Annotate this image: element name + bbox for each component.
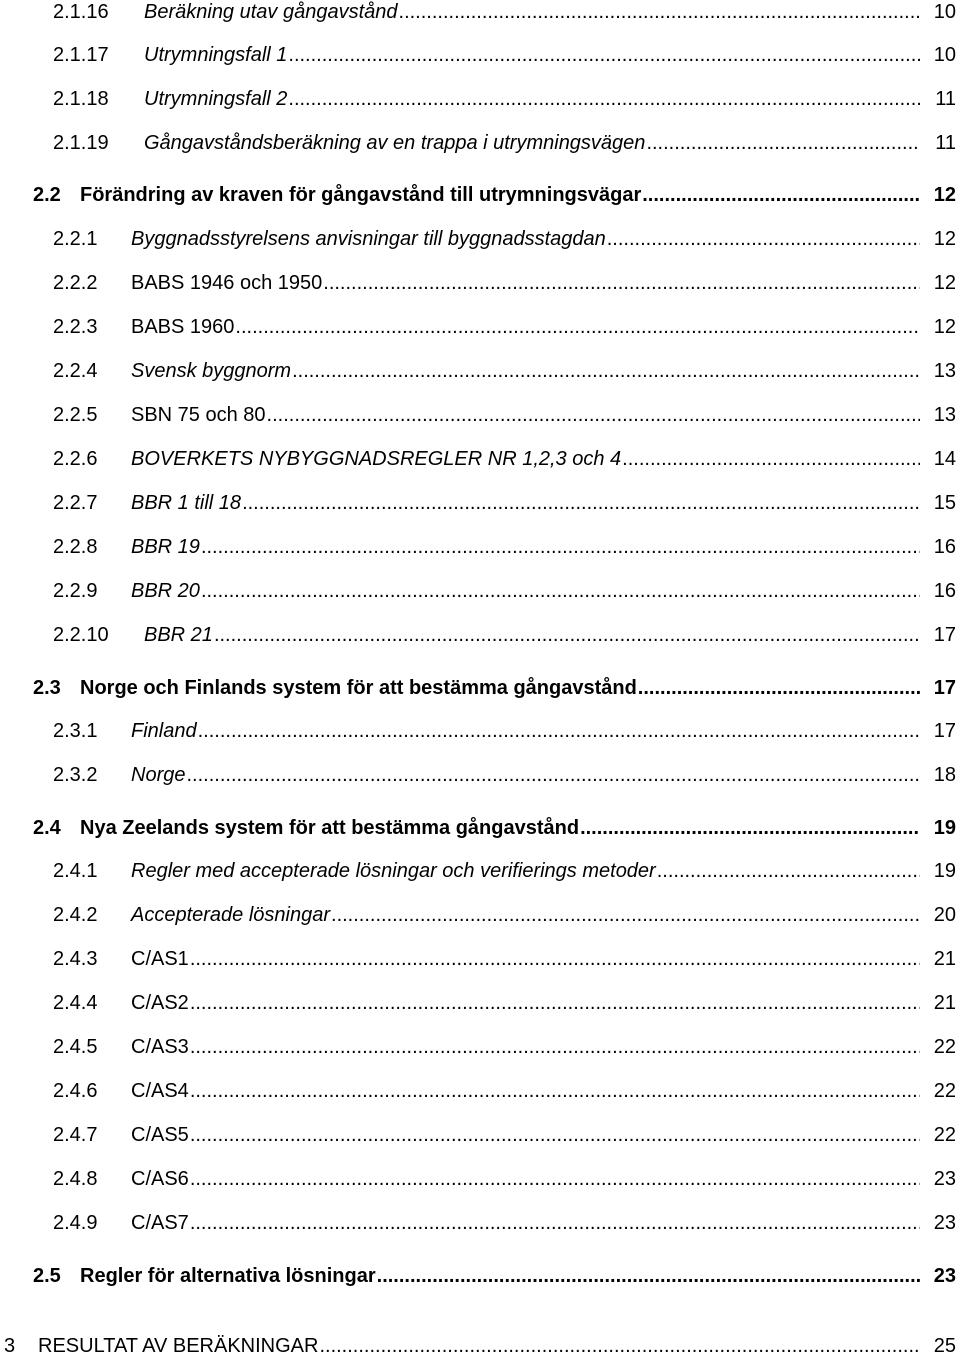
toc-entry-number: 2.2.8 <box>53 536 98 558</box>
toc-dot-leader <box>201 576 920 606</box>
toc-entry-number: 2.2.10 <box>53 624 109 646</box>
toc-entry-title: C/AS7 <box>131 1208 189 1238</box>
toc-entry-number: 2.2.9 <box>53 580 98 602</box>
toc-dot-leader <box>190 1120 920 1150</box>
toc-entry[interactable] <box>0 444 960 474</box>
toc-entry-title: C/AS4 <box>131 1076 189 1106</box>
toc-entry[interactable] <box>0 944 960 974</box>
toc-entry[interactable] <box>0 1208 960 1238</box>
toc-entry-page: 16 <box>933 580 956 602</box>
toc-section-number: 2.5 <box>33 1265 61 1287</box>
toc-entry[interactable] <box>0 760 960 790</box>
toc-entry-page: 13 <box>933 404 956 426</box>
toc-entry-number: 2.4.2 <box>53 904 98 926</box>
toc-dot-leader <box>288 40 920 70</box>
toc-entry[interactable] <box>0 1032 960 1062</box>
toc-dot-leader <box>190 1164 920 1194</box>
toc-entry[interactable] <box>0 356 960 386</box>
toc-entry-number: 2.4.7 <box>53 1124 98 1146</box>
toc-chapter-page: 25 <box>933 1335 956 1357</box>
toc-entry-title: Gångavståndsberäkning av en trappa i utrymningsvägen <box>144 128 645 158</box>
toc-entry-title: Svensk byggnorm <box>131 356 291 386</box>
toc-entry-page: 14 <box>933 448 956 470</box>
toc-entry-title: Byggnadsstyrelsens anvisningar till byggnadsstagdan <box>131 224 606 254</box>
toc-entry-page: 11 <box>935 88 956 110</box>
toc-entry[interactable] <box>0 576 960 606</box>
toc-section-page: 19 <box>933 817 956 839</box>
toc-entry-title: BABS 1960 <box>131 312 234 342</box>
toc-entry-number: 2.1.16 <box>53 1 109 23</box>
toc-entry[interactable] <box>0 40 960 70</box>
toc-dot-leader <box>607 224 920 254</box>
toc-entry[interactable] <box>0 988 960 1018</box>
toc-entry[interactable] <box>0 716 960 746</box>
toc-section-number: 2.4 <box>33 817 61 839</box>
toc-entry[interactable] <box>0 900 960 930</box>
toc-dot-leader <box>399 0 920 27</box>
toc-section-page: 12 <box>933 184 956 206</box>
toc-dot-leader <box>190 1076 920 1106</box>
toc-chapter-title: RESULTAT AV BERÄKNINGAR <box>38 1331 318 1361</box>
toc-section-number: 2.2 <box>33 184 61 206</box>
toc-entry[interactable] <box>0 620 960 650</box>
toc-section-title: Förändring av kraven för gångavstånd till utrymningsvägar <box>80 180 641 210</box>
toc-entry-number: 2.3.2 <box>53 764 98 786</box>
toc-entry[interactable] <box>0 532 960 562</box>
toc-entry-title: BABS 1946 och 1950 <box>131 268 322 298</box>
toc-section[interactable] <box>0 1261 960 1291</box>
toc-dot-leader <box>190 944 920 974</box>
toc-entry-page: 19 <box>933 860 956 882</box>
toc-entry-number: 2.2.7 <box>53 492 98 514</box>
toc-entry-page: 15 <box>933 492 956 514</box>
toc-entry-number: 2.1.19 <box>53 132 109 154</box>
toc-entry[interactable] <box>0 400 960 430</box>
toc-section-title: Regler för alternativa lösningar <box>80 1261 376 1291</box>
toc-entry-title: BBR 21 <box>144 620 213 650</box>
toc-section-page: 17 <box>933 677 956 699</box>
toc-entry[interactable] <box>0 856 960 886</box>
toc-entry-page: 10 <box>933 1 956 23</box>
toc-entry-page: 13 <box>933 360 956 382</box>
toc-entry-number: 2.2.6 <box>53 448 98 470</box>
toc-entry-number: 2.4.1 <box>53 860 98 882</box>
toc-entry-number: 2.4.9 <box>53 1212 98 1234</box>
toc-entry-title: C/AS1 <box>131 944 189 974</box>
toc-entry-number: 2.2.2 <box>53 272 98 294</box>
toc-entry-number: 2.2.5 <box>53 404 98 426</box>
toc-dot-leader <box>190 988 920 1018</box>
toc-entry[interactable] <box>0 0 960 27</box>
toc-dot-leader <box>638 673 920 703</box>
toc-entry-page: 12 <box>933 272 956 294</box>
toc-dot-leader <box>657 856 920 886</box>
toc-dot-leader <box>198 716 920 746</box>
toc-entry-number: 2.1.17 <box>53 44 109 66</box>
toc-entry-title: C/AS3 <box>131 1032 189 1062</box>
toc-entry-title: Regler med accepterade lösningar och verifierings metoder <box>131 856 656 886</box>
toc-entry-page: 11 <box>935 132 956 154</box>
toc-entry-number: 2.2.4 <box>53 360 98 382</box>
toc-dot-leader <box>331 900 920 930</box>
toc-chapter-number: 3 <box>4 1335 16 1357</box>
toc-entry-title: Utrymningsfall 2 <box>144 84 287 114</box>
toc-entry-page: 17 <box>933 720 956 742</box>
toc-entry[interactable] <box>0 268 960 298</box>
toc-dot-leader <box>186 760 920 790</box>
toc-entry[interactable] <box>0 1076 960 1106</box>
toc-entry[interactable] <box>0 488 960 518</box>
toc-entry-number: 2.4.3 <box>53 948 98 970</box>
toc-dot-leader <box>190 1208 920 1238</box>
toc-entry-page: 18 <box>933 764 956 786</box>
toc-entry-page: 22 <box>933 1080 956 1102</box>
toc-entry-page: 23 <box>933 1212 956 1234</box>
toc-entry-number: 2.4.8 <box>53 1168 98 1190</box>
toc-dot-leader <box>377 1261 920 1291</box>
toc-dot-leader <box>267 400 920 430</box>
toc-section-page: 23 <box>933 1265 956 1287</box>
toc-entry-title: BBR 20 <box>131 576 200 606</box>
toc-entry-page: 20 <box>933 904 956 926</box>
toc-section-title: Nya Zeelands system för att bestämma gångavstånd <box>80 813 579 843</box>
toc-entry-page: 12 <box>933 316 956 338</box>
toc-entry-title: Finland <box>131 716 197 746</box>
toc-dot-leader <box>292 356 920 386</box>
toc-section[interactable] <box>0 813 960 843</box>
toc-entry-page: 21 <box>933 948 956 970</box>
toc-entry[interactable] <box>0 1120 960 1150</box>
toc-entry-title: Beräkning utav gångavstånd <box>144 0 398 27</box>
toc-dot-leader <box>214 620 920 650</box>
toc-entry-number: 2.3.1 <box>53 720 98 742</box>
toc-dot-leader <box>646 128 920 158</box>
toc-entry-title: Utrymningsfall 1 <box>144 40 287 70</box>
toc-entry-title: SBN 75 och 80 <box>131 400 266 430</box>
toc-dot-leader <box>642 180 920 210</box>
toc-entry-number: 2.2.1 <box>53 228 98 250</box>
toc-entry-number: 2.4.5 <box>53 1036 98 1058</box>
toc-entry[interactable] <box>0 312 960 342</box>
toc-entry-page: 22 <box>933 1036 956 1058</box>
toc-section[interactable] <box>0 180 960 210</box>
toc-entry-number: 2.1.18 <box>53 88 109 110</box>
toc-entry[interactable] <box>0 84 960 114</box>
toc-entry-title: C/AS5 <box>131 1120 189 1150</box>
toc-entry-number: 2.4.6 <box>53 1080 98 1102</box>
toc-entry-page: 23 <box>933 1168 956 1190</box>
toc-entry-page: 22 <box>933 1124 956 1146</box>
toc-dot-leader <box>288 84 920 114</box>
toc-entry-number: 2.2.3 <box>53 316 98 338</box>
toc-entry-title: Norge <box>131 760 185 790</box>
toc-entry-title: C/AS2 <box>131 988 189 1018</box>
toc-entry-title: BBR 1 till 18 <box>131 488 241 518</box>
toc-entry[interactable] <box>0 1164 960 1194</box>
toc-dot-leader <box>242 488 920 518</box>
toc-section-title: Norge och Finlands system för att bestämma gångavstånd <box>80 673 637 703</box>
toc-dot-leader <box>580 813 920 843</box>
toc-entry-title: C/AS6 <box>131 1164 189 1194</box>
toc-dot-leader <box>201 532 920 562</box>
toc-dot-leader <box>323 268 920 298</box>
toc-dot-leader <box>622 444 920 474</box>
toc-entry[interactable] <box>0 128 960 158</box>
toc-dot-leader <box>235 312 920 342</box>
toc-entry-page: 10 <box>933 44 956 66</box>
toc-dot-leader <box>190 1032 920 1062</box>
toc-entry-title: BOVERKETS NYBYGGNADSREGLER NR 1,2,3 och 4 <box>131 444 621 474</box>
toc-entry-number: 2.4.4 <box>53 992 98 1014</box>
toc-section-number: 2.3 <box>33 677 61 699</box>
toc-entry-page: 21 <box>933 992 956 1014</box>
toc-entry-title: BBR 19 <box>131 532 200 562</box>
toc-section[interactable] <box>0 673 960 703</box>
toc-entry-page: 16 <box>933 536 956 558</box>
toc-entry[interactable] <box>0 224 960 254</box>
toc-entry-title: Accepterade lösningar <box>131 900 330 930</box>
toc-entry-page: 12 <box>933 228 956 250</box>
toc-entry-page: 17 <box>933 624 956 646</box>
